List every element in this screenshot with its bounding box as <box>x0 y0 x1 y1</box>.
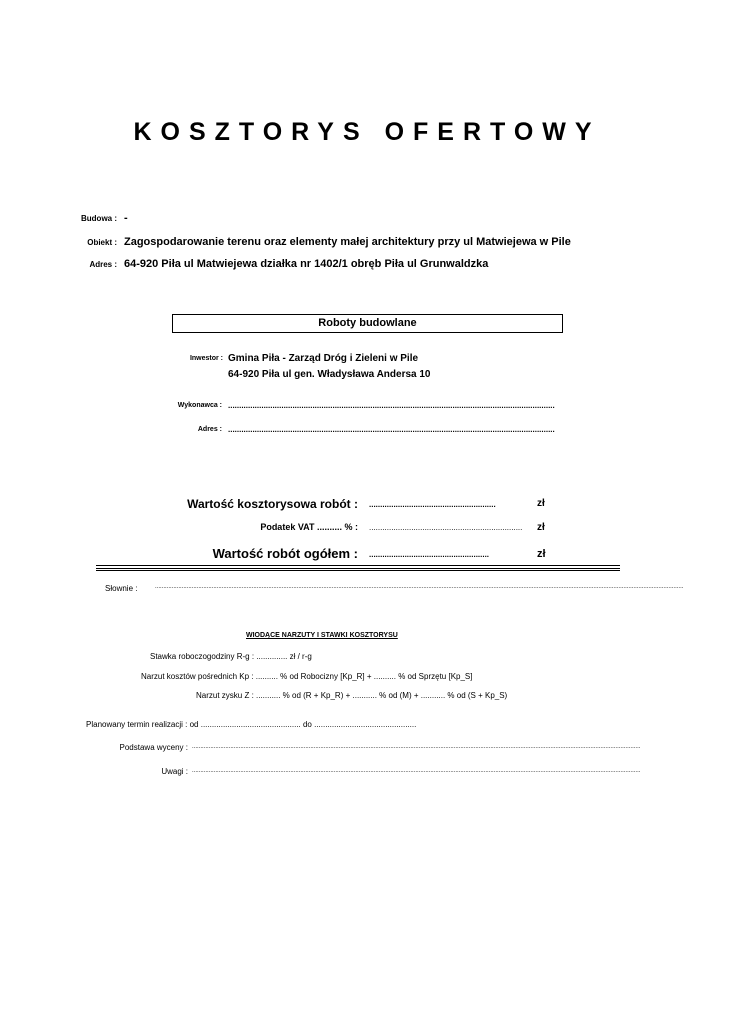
uwagi-label: Uwagi : <box>161 767 188 776</box>
document-title: KOSZTORYS OFERTOWY <box>133 118 601 146</box>
adres-value: 64-920 Piła ul Matwiejewa działka nr 1402/1 obręb Piła ul Grunwaldzka <box>124 258 489 270</box>
section-title-box: Roboty budowlane <box>172 314 563 333</box>
rates-heading: WIODĄCE NARZUTY I STAWKI KOSZTORYSU <box>246 632 398 639</box>
divider-line <box>96 570 620 571</box>
rate-kp: Narzut kosztów pośrednich Kp : .......... % od Robocizny [Kp_R] + .......... % od Sprzętu [Kp_S] <box>141 672 473 681</box>
contractor-label: Wykonawca : <box>177 402 222 409</box>
adres-label: Adres : <box>89 260 117 269</box>
budowa-value: - <box>124 212 128 224</box>
investor-line1: Gmina Piła - Zarząd Dróg i Zieleni w Pile <box>228 353 419 364</box>
rate-z: Narzut zysku Z : ........... % od (R + Kp_R) + ........... % od (M) + ........... % od (S + Kp_S) <box>196 691 508 700</box>
podstawa-dots: ............................................................................................................................................................................................................................................................................. <box>192 744 641 750</box>
investor-line2: 64-920 Piła ul gen. Władysława Andersa 10 <box>228 369 431 380</box>
estimate-unit: zł <box>537 498 545 509</box>
vat-unit: zł <box>537 522 545 533</box>
slownie-label: Słownie : <box>105 584 138 593</box>
divider-line <box>96 568 620 569</box>
contractor-adres-value: ................................................................................................................................................... <box>228 425 555 434</box>
estimate-label: Wartość kosztorysowa robót : <box>187 497 358 511</box>
rate-rg: Stawka roboczogodziny R-g : .............. zł / r-g <box>150 652 312 661</box>
vat-dots: ..................................................................... <box>369 523 523 532</box>
obiekt-value: Zagospodarowanie terenu oraz elementy małej architektury przy ul Matwiejewa w Pile <box>124 236 571 248</box>
contractor-value: ................................................................................................................................................... <box>228 401 555 410</box>
total-label: Wartość robót ogółem : <box>212 546 358 561</box>
uwagi-dots: ............................................................................................................................................................................................................................................................................. <box>192 768 641 774</box>
divider-line <box>96 565 620 566</box>
obiekt-label: Obiekt : <box>87 238 117 247</box>
term-line: Planowany termin realizacji : od ............................................. do .............................................. <box>86 720 417 729</box>
slownie-dots: ............................................................................................................................................................................................................................................................................................................................. <box>155 584 684 590</box>
total-dots: ...................................................... <box>369 550 490 559</box>
budowa-label: Budowa : <box>81 214 117 223</box>
investor-label: Inwestor : <box>189 355 223 362</box>
vat-label: Podatek VAT .......... % : <box>260 522 358 532</box>
podstawa-label: Podstawa wyceny : <box>119 743 188 752</box>
estimate-dots: ......................................................... <box>369 500 496 509</box>
total-unit: zł <box>537 548 546 560</box>
contractor-adres-label: Adres : <box>197 426 222 433</box>
